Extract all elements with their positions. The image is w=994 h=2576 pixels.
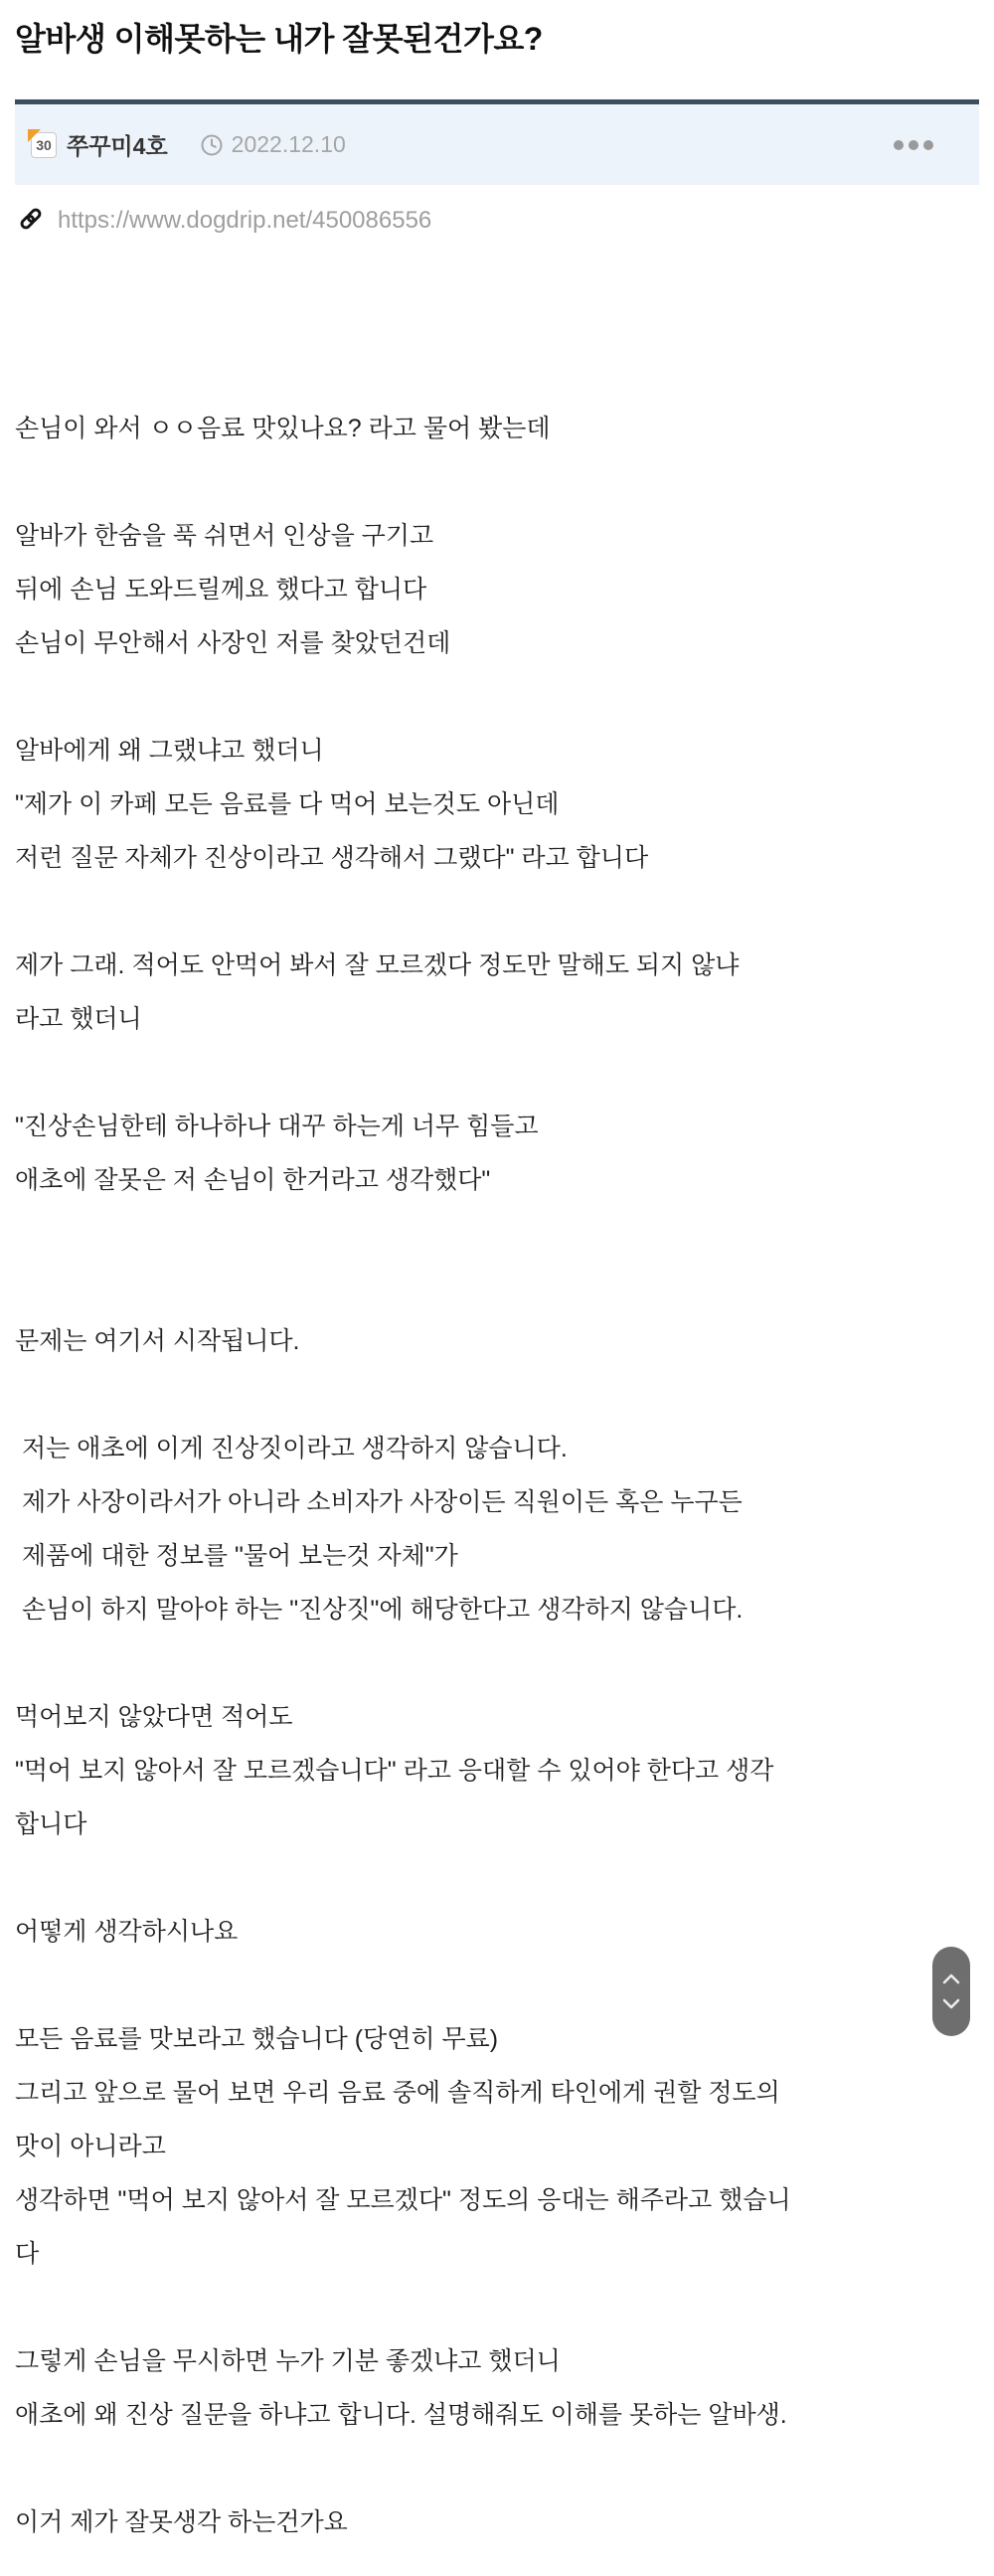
body-text-line: 합니다 <box>15 1810 87 1838</box>
body-text-line <box>15 1959 979 2012</box>
body-text-line: 먹어보지 않았다면 적어도 <box>15 1703 293 1731</box>
body-text-line: 다 <box>15 2240 40 2268</box>
body-text-line: 제가 사장이라서가 아니라 소비자가 사장이든 직원이든 혹은 누구든 <box>15 1488 743 1516</box>
body-text-line: "제가 이 카페 모든 음료를 다 먹어 보는것도 아닌데 <box>15 790 560 818</box>
body-text-line: 손님이 하지 말아야 하는 "진상짓"에 해당한다고 생각하지 않습니다. <box>15 1596 744 1624</box>
body-text-line: "먹어 보지 않아서 잘 모르겠습니다" 라고 응대할 수 있어야 한다고 생각 <box>15 1757 774 1785</box>
body-text-line: 모든 음료를 맛보라고 했습니다 (당연히 무료) <box>15 2025 499 2053</box>
chevron-up-icon <box>940 1972 962 1985</box>
scroll-down-button[interactable] <box>938 1995 964 2013</box>
ellipsis-icon <box>923 140 933 150</box>
body-text-line: 라고 했더니 <box>15 1005 142 1033</box>
ellipsis-icon <box>894 140 904 150</box>
body-text-line <box>15 2442 979 2495</box>
body-text-line <box>15 455 979 509</box>
body-text-line: 그렇게 손님을 무시하면 누가 기분 좋겠냐고 했더니 <box>15 2347 561 2375</box>
clock-icon <box>200 133 224 157</box>
chevron-down-icon <box>940 1997 962 2011</box>
ellipsis-icon <box>909 140 918 150</box>
body-text-line: 맛이 아니라고 <box>15 2133 166 2160</box>
body-text-line: 알바가 한숨을 푹 쉬면서 인상을 구기고 <box>15 522 434 550</box>
post-date: 2022.12.10 <box>231 131 346 157</box>
body-text-line: 저런 질문 자체가 진상이라고 생각해서 그랬다" 라고 합니다 <box>15 844 649 872</box>
body-text-line: 뒤에 손님 도와드릴께요 했다고 합니다 <box>15 576 427 603</box>
author-name[interactable]: 쭈꾸미4호 <box>67 133 168 159</box>
link-chain-icon <box>16 204 46 239</box>
body-text-line <box>15 885 979 939</box>
body-text-line <box>15 670 979 724</box>
body-text-line: 제품에 대한 정보를 "물어 보는것 자체"가 <box>15 1542 458 1570</box>
more-options-button[interactable] <box>894 136 933 154</box>
post-body <box>15 402 979 2549</box>
source-link-bar <box>16 199 979 243</box>
post-url-link[interactable]: https://www.dogdrip.net/450086556 <box>58 207 432 234</box>
post-meta-bar <box>15 99 979 185</box>
page-title: 알바생 이해못하는 내가 잘못된건가요? <box>15 21 543 57</box>
body-text-line: 제가 그래. 적어도 안먹어 봐서 잘 모르겠다 정도만 말해도 되지 않냐 <box>15 951 740 979</box>
body-text-line <box>15 1207 979 1261</box>
body-text-line: 손님이 무안해서 사장인 저를 찾았던건데 <box>15 629 451 657</box>
body-text-line <box>15 1046 979 1100</box>
body-text-line <box>15 1636 979 1690</box>
body-text-line <box>15 1261 979 1314</box>
scroll-up-button[interactable] <box>938 1970 964 1987</box>
body-text-line: 문제는 여기서 시작됩니다. <box>15 1327 300 1355</box>
body-text-line <box>15 1368 979 1422</box>
body-text-line: 이거 제가 잘못생각 하는건가요 <box>15 2508 348 2536</box>
body-text-line: 알바에게 왜 그랬냐고 했더니 <box>15 737 324 765</box>
body-text-line: "진상손님한테 하나하나 대꾸 하는게 너무 힘들고 <box>15 1113 539 1140</box>
level-badge-label: 30 <box>36 136 52 153</box>
body-text-line: 손님이 와서 ㅇㅇ음료 맛있나요? 라고 물어 봤는데 <box>15 415 551 442</box>
body-text-line: 애초에 왜 진상 질문을 하냐고 합니다. 설명해줘도 이해를 못하는 알바생. <box>15 2401 787 2429</box>
body-text-line <box>15 1851 979 1905</box>
body-text-line: 저는 애초에 이게 진상짓이라고 생각하지 않습니다. <box>15 1435 568 1462</box>
body-text-line <box>15 2281 979 2334</box>
level-badge-icon <box>31 132 57 158</box>
body-text-line: 그리고 앞으로 물어 보면 우리 음료 중에 솔직하게 타인에게 권할 정도의 <box>15 2079 780 2107</box>
body-text-line: 애초에 잘못은 저 손님이 한거라고 생각했다" <box>15 1166 491 1194</box>
body-text-line: 어떻게 생각하시나요 <box>15 1918 239 1946</box>
scroll-widget[interactable] <box>932 1947 970 2036</box>
body-text-line: 생각하면 "먹어 보지 않아서 잘 모르겠다" 정도의 응대는 해주라고 했습니 <box>15 2186 791 2214</box>
